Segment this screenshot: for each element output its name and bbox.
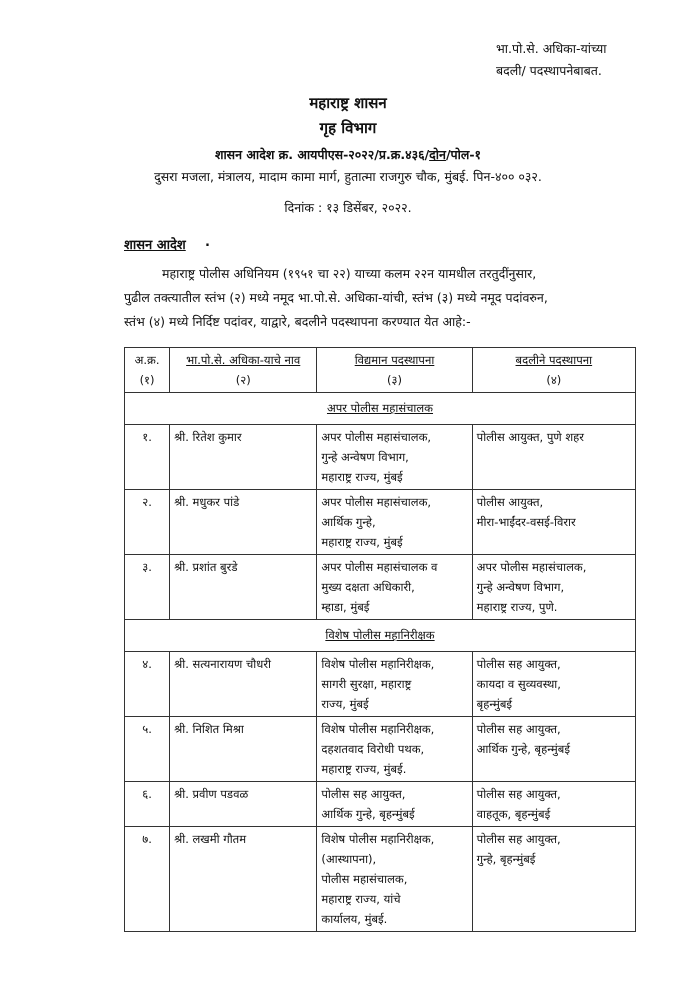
column-header-serial (125, 348, 170, 393)
order-number (0, 146, 696, 163)
officer-name-cell: श्री. रितेश कुमार (170, 425, 317, 490)
posting-line: गुन्हे अन्वेषण विभाग, (476, 580, 565, 594)
posting-line: पोलीस महासंचालक, (321, 872, 408, 886)
posting-line: वाहतूक, बृहन्मुंबई (476, 807, 551, 821)
posting-line: म्हाडा, मुंबई (321, 600, 370, 614)
posting-line: पोलीस आयुक्त, (476, 495, 544, 509)
officer-name-cell: श्री. प्रवीण पडवळ (170, 782, 317, 827)
department-title: गृह विभाग (319, 119, 377, 137)
officer-name-cell: श्री. प्रशांत बुरडे (170, 555, 317, 620)
new-posting-cell (472, 717, 635, 782)
column-header-current (317, 348, 472, 393)
column-label: बदलीने पदस्थापना (515, 353, 593, 367)
posting-line: पोलीस सह आयुक्त, (476, 657, 561, 671)
serial-cell: १. (125, 425, 170, 490)
subject-note (496, 38, 606, 82)
posting-line: अपर पोलीस महासंचालक व (321, 560, 438, 574)
section-title: विशेष पोलीस महानिरीक्षक (125, 620, 636, 652)
posting-line: महाराष्ट्र राज्य, यांचे (321, 892, 401, 906)
new-posting-cell (472, 782, 635, 827)
table-row (125, 555, 636, 620)
government-title: महाराष्ट्र शासन (309, 94, 387, 112)
posting-line: पोलीस सह आयुक्त, (321, 787, 406, 801)
column-label: अ.क्र. (134, 353, 160, 367)
current-posting-cell (317, 425, 472, 490)
posting-line: विशेष पोलीस महानिरीक्षक, (321, 832, 435, 846)
current-posting-cell (317, 827, 472, 932)
subject-line-1: भा.पो.से. अधिका-यांच्या (496, 41, 607, 56)
posting-line: पोलीस सह आयुक्त, (476, 787, 561, 801)
section-row (125, 620, 636, 652)
order-number-underlined: दोन (429, 147, 446, 162)
posting-line: महाराष्ट्र राज्य, मुंबई (321, 470, 403, 484)
posting-line: महाराष्ट्र राज्य, पुणे. (476, 600, 558, 614)
posting-line: महाराष्ट्र राज्य, मुंबई (321, 535, 403, 549)
order-number-suffix: /पोल-१ (445, 147, 482, 162)
posting-line: आर्थिक गुन्हे, (321, 515, 376, 529)
posting-line: पोलीस सह आयुक्त, (476, 832, 561, 846)
table-row (125, 490, 636, 555)
order-paragraph (124, 262, 636, 334)
order-number-prefix: शासन आदेश क्र. आयपीएस-२०२२/प्र.क्र.४३६/ (214, 147, 430, 162)
table-row (125, 827, 636, 932)
posting-line: विशेष पोलीस महानिरीक्षक, (321, 722, 435, 736)
serial-cell: ७. (125, 827, 170, 932)
column-number: (१) (139, 373, 155, 387)
current-posting-cell (317, 782, 472, 827)
new-posting-cell (472, 652, 635, 717)
posting-line: अपर पोलीस महासंचालक, (321, 495, 432, 509)
posting-line: पोलीस सह आयुक्त, (476, 722, 561, 736)
order-heading: शासन आदेश (124, 238, 186, 253)
column-number: (३) (387, 373, 402, 387)
paragraph-line: स्तंभ (४) मध्ये निर्दिष्ट पदांवर, याद्वारे, बदलीने पदस्थापना करण्यात येत आहे:- (124, 314, 471, 329)
table-header-row (125, 348, 636, 393)
order-heading-dot: . (205, 235, 210, 250)
posting-line: अपर पोलीस महासंचालक, (321, 430, 432, 444)
column-label: भा.पो.से. अधिका-याचे नाव (186, 353, 301, 367)
new-posting-cell (472, 555, 635, 620)
posting-line: आर्थिक गुन्हे, बृहन्मुंबई (321, 807, 415, 821)
posting-line: बृहन्मुंबई (476, 697, 513, 711)
column-number: (४) (546, 373, 562, 387)
column-number: (२) (235, 373, 251, 387)
section-title: अपर पोलीस महासंचालक (125, 393, 636, 425)
section-row (125, 393, 636, 425)
table-row (125, 652, 636, 717)
table-row (125, 425, 636, 490)
officer-name-cell: श्री. सत्यनारायण चौधरी (170, 652, 317, 717)
posting-line: विशेष पोलीस महानिरीक्षक, (321, 657, 435, 671)
posting-line: मीरा-भाईंदर-वसई-विरार (476, 515, 576, 529)
posting-line: मुख्य दक्षता अधिकारी, (321, 580, 415, 594)
posting-line: पोलीस आयुक्त, पुणे शहर (476, 430, 584, 444)
posting-line: सागरी सुरक्षा, महाराष्ट्र (321, 677, 412, 691)
paragraph-line: पुढील तक्त्यातील स्तंभ (२) मध्ये नमूद भा.पो.से. अधिका-यांची, स्तंभ (३) मध्ये नमूद पदांवरुन, (124, 290, 548, 305)
serial-cell: ४. (125, 652, 170, 717)
posting-line: कायदा व सुव्यवस्था, (476, 677, 561, 691)
posting-line: कार्यालय, मुंबई. (321, 912, 388, 926)
column-label: विद्यमान पदस्थापना (354, 353, 435, 367)
serial-cell: २. (125, 490, 170, 555)
order-date: दिनांक : १३ डिसेंबर, २०२२. (284, 200, 412, 215)
current-posting-cell (317, 490, 472, 555)
column-header-name (170, 348, 317, 393)
posting-line: राज्य, मुंबई (321, 697, 369, 711)
posting-line: दहशतवाद विरोधी पथक, (321, 742, 425, 756)
new-posting-cell (472, 425, 635, 490)
current-posting-cell (317, 652, 472, 717)
paragraph-line: महाराष्ट्र पोलीस अधिनियम (१९५१ चा २२) याच्या कलम २२न यामधील तरतुदींनुसार, (162, 266, 537, 281)
officer-name-cell: श्री. मधुकर पांडे (170, 490, 317, 555)
subject-line-2: बदली/ पदस्थापनेबाबत. (496, 63, 602, 78)
serial-cell: ६. (125, 782, 170, 827)
office-address: दुसरा मजला, मंत्रालय, मादाम कामा मार्ग, हुतात्मा राजगुरु चौक, मुंबई. पिन-४०० ०३२. (154, 169, 542, 184)
table-row (125, 717, 636, 782)
officer-name-cell: श्री. लखमी गौतम (170, 827, 317, 932)
current-posting-cell (317, 717, 472, 782)
posting-line: गुन्हे, बृहन्मुंबई (476, 852, 536, 866)
table-row (125, 782, 636, 827)
posting-line: गुन्हे अन्वेषण विभाग, (321, 450, 409, 464)
column-header-new (472, 348, 635, 393)
posting-line: महाराष्ट्र राज्य, मुंबई. (321, 762, 407, 776)
serial-cell: ५. (125, 717, 170, 782)
posting-line: (आस्थापना), (321, 852, 377, 866)
posting-line: आर्थिक गुन्हे, बृहन्मुंबई (476, 742, 570, 756)
new-posting-cell (472, 490, 635, 555)
serial-cell: ३. (125, 555, 170, 620)
new-posting-cell (472, 827, 635, 932)
posting-line: अपर पोलीस महासंचालक, (476, 560, 587, 574)
current-posting-cell (317, 555, 472, 620)
transfer-table (124, 347, 636, 932)
officer-name-cell: श्री. निशित मिश्रा (170, 717, 317, 782)
